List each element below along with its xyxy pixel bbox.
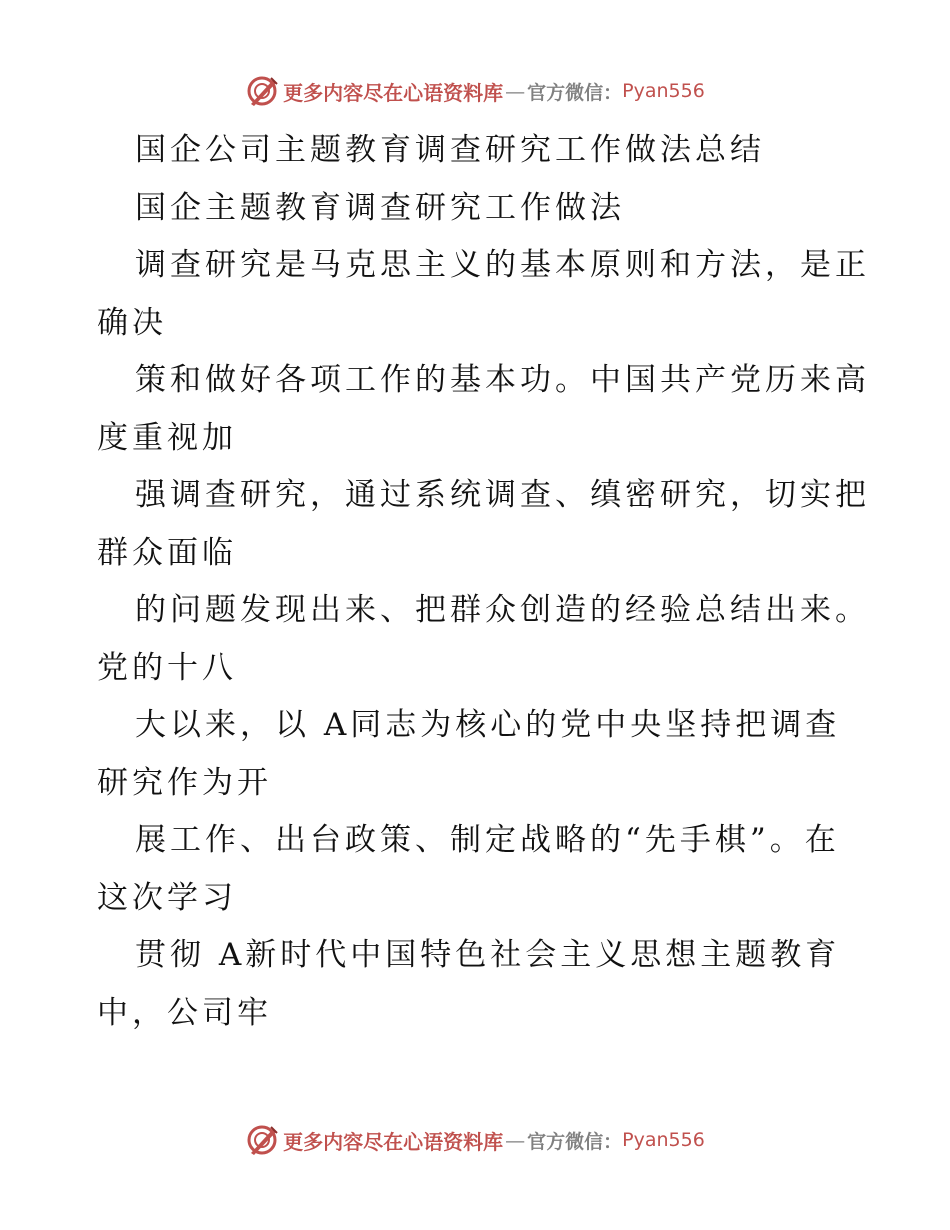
red-seal-pen-icon: [245, 1123, 279, 1157]
text-line: 这次学习: [97, 879, 237, 916]
text-line: 确决: [97, 304, 167, 341]
banner-wechat-label: 官方微信：: [527, 81, 623, 104]
banner-dash: —: [505, 1128, 526, 1152]
text-line: 度重视加: [97, 419, 237, 456]
text-line: 中，公司牢: [97, 994, 272, 1031]
footer-banner: [0, 1120, 950, 1160]
text-line: 的问题发现出来、把群众创造的经验总结出来。: [135, 592, 870, 628]
text-line: 调查研究是马克思主义的基本原则和方法，是正: [135, 247, 870, 283]
text-line: 研究作为开: [97, 764, 272, 801]
document-body: [97, 122, 870, 1042]
banner-dash: —: [505, 79, 526, 103]
text-line: 国企公司主题教育调查研究工作做法总结: [135, 132, 765, 168]
header-banner: [0, 71, 950, 111]
text-line: 贯彻 A新时代中国特色社会主义思想主题教育: [135, 937, 841, 973]
text-line: 国企主题教育调查研究工作做法: [135, 189, 625, 226]
banner-wechat-id: Pyan556: [622, 80, 705, 102]
text-line: 策和做好各项工作的基本功。中国共产党历来高: [135, 362, 870, 398]
text-line: 群众面临: [97, 534, 237, 571]
banner-wechat-label: 官方微信：: [527, 1130, 623, 1153]
text-line: 展工作、出台政策、制定战略的“先手棋”。在: [135, 822, 840, 858]
red-seal-pen-icon: [245, 74, 279, 108]
banner-text: 更多内容尽在心语资料库: [283, 1129, 504, 1154]
text-line: 党的十八: [97, 649, 237, 686]
banner-wechat-id: Pyan556: [622, 1129, 705, 1151]
banner-text: 更多内容尽在心语资料库: [283, 80, 504, 105]
text-line: 大以来，以 A同志为核心的党中央坚持把调查: [135, 707, 841, 743]
text-line: 强调查研究，通过系统调查、缜密研究，切实把: [135, 477, 870, 513]
